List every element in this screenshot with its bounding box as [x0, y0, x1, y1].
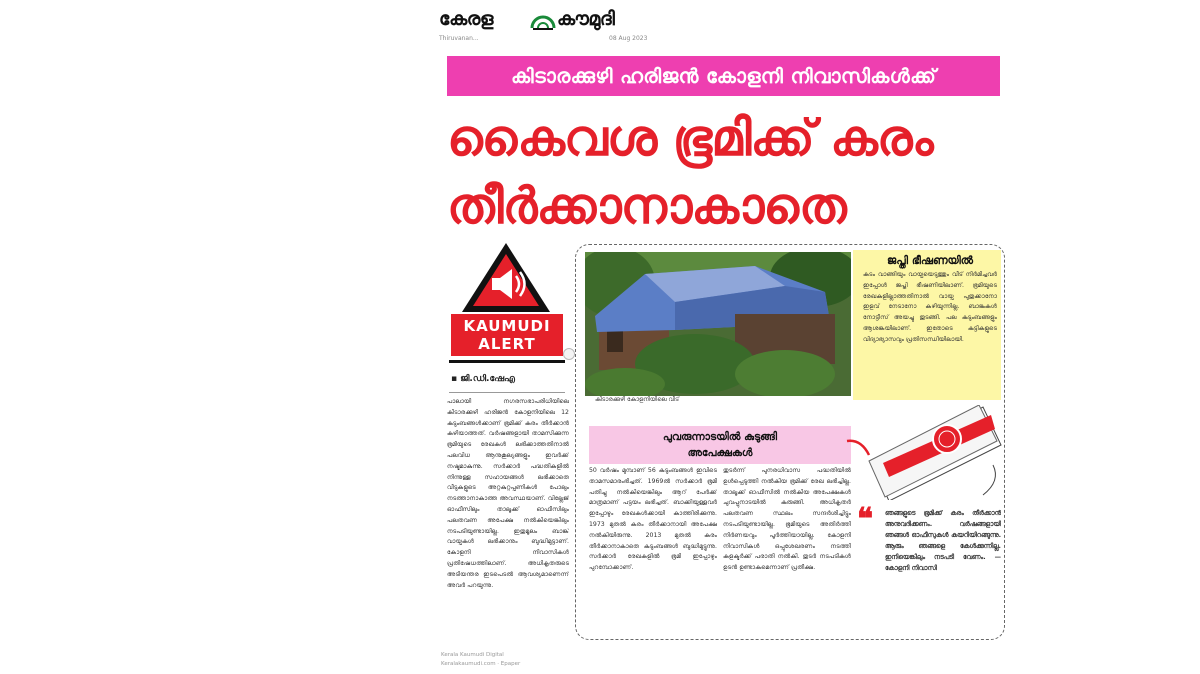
- masthead: [439, 4, 679, 46]
- pull-quote: ഞങ്ങളുടെ ഭൂമിക്ക് കരം തീർക്കാൻ അനുവദിക്കണം. വർഷങ്ങളായി ഞങ്ങൾ ഓഫീസുകൾ കയറിയിറങ്ങുന്നു. ആരും ഞങ്ങളെ കേൾക്കുന്നില്ല. ഇനിയെങ്കിലും നടപടി വേണം. — കോളനി നിവാസി: [885, 509, 1001, 572]
- red-tape-document-icon: [843, 405, 1003, 500]
- newspaper-clipping: [423, 0, 1013, 674]
- subheadline-line-2: അപേക്ഷകൾ: [687, 447, 753, 459]
- quote-mark-icon: ❝: [857, 502, 874, 537]
- colony-house-photo: [585, 252, 851, 396]
- sidebar-text: കടം വാങ്ങിയും വായ്പയെടുത്തും വീട് നിർമിച്ചവർ ഇപ്പോൾ ജപ്തി ഭീഷണിയിലാണ്. ഭൂമിയുടെ രേഖകളില്ലാത്തതിനാൽ വായ്പ പുതുക്കാനോ ഇളവ് നേടാനോ കഴിയുന്നില്ല. ബാങ്കുകൾ നോട്ടീസ് അയച്ചു തുടങ്ങി. പല കുടുംബങ്ങളും ആശങ്കയിലാണ്. ഇതോടെ കുട്ടികളുടെ വിദ്യാഭ്യാസവും പ്രതിസന്ധിയിലായി.: [863, 271, 997, 343]
- headline-line-2: തീർക്കാനാകാതെ: [447, 177, 846, 235]
- footer-line-2: Keralakaumudi.com · Epaper: [441, 661, 521, 667]
- sidebar-title: ജപ്തി ഭീഷണയിൽ: [886, 254, 973, 267]
- kaumudi-alert-label: [451, 314, 563, 356]
- masthead-date-note: 08 Aug 2023: [609, 35, 648, 42]
- headline-line-1: കൈവശ ഭൂമിക്ക് കരം: [447, 109, 933, 167]
- alert-label-line-2: ALERT: [478, 335, 536, 353]
- masthead-name-right: കൗമുദി: [557, 8, 615, 30]
- article-column-left: പാലായി നഗരസഭാപരിധിയിലെ കിടാരക്കുഴി ഹരിജൻ കോളനിയിലെ 12 കുടുംബങ്ങൾക്കാണ് ഭൂമിക്ക് കരം തീർക്കാൻ കഴിയാത്തത്. വർഷങ്ങളായി താമസിക്കുന്ന ഭൂമിയുടെ രേഖകൾ ലഭിക്കാത്തതിനാൽ പലവിധ ആനുകൂല്യങ്ങളും ഇവർക്ക് നഷ്ടമാകുന്നു. സർക്കാർ പദ്ധതികളിൽ നിന്നുള്ള സഹായങ്ങൾ ലഭിക്കാതെ വീടുകളുടെ അറ്റകുറ്റപ്പണികൾ പോലും നടത്താനാകാത്ത അവസ്ഥയാണ്. വില്ലേജ് ഓഫീസിലും താലൂക്ക് ഓഫീസിലും പലതവണ അപേക്ഷ നൽകിയെങ്കിലും നടപടിയുണ്ടായില്ല. ഇതുമൂലം ബാങ്ക് വായ്പകൾ ലഭിക്കാനും ബുദ്ധിമുട്ടാണ്. കോളനി നിവാസികൾ പ്രതിഷേധത്തിലാണ്. അധികൃതരുടെ അടിയന്തര ഇടപെടൽ ആവശ്യമാണെന്ന് അവർ പറയുന്നു.: [447, 398, 569, 589]
- alert-label-line-1: KAUMUDI: [463, 317, 551, 335]
- subheadline-line-1: പുവരുന്നാടയിൽ കുടുങ്ങി: [662, 431, 778, 443]
- photo-caption: കിടാരക്കുഴി കോളനിയിലെ വീട്: [595, 396, 680, 403]
- kicker-banner: കിടാരക്കുഴി ഹരിജൻ കോളനി നിവാസികൾക്ക്: [447, 56, 1000, 96]
- masthead-edition-note: Thiruvanan...: [439, 35, 479, 42]
- byline-divider: [449, 392, 565, 393]
- zoom-handle[interactable]: [563, 348, 575, 360]
- byline-text: ജി.ഡി.ഷേഎ: [460, 374, 515, 384]
- subheadline: [589, 426, 851, 464]
- alert-divider: [449, 360, 565, 363]
- byline: ▪ ജി.ഡി.ഷേഎ: [451, 374, 515, 384]
- masthead-name-left: കേരള: [439, 8, 493, 30]
- article-column-middle-b: തുടർന്ന് പുനരധിവാസ പദ്ധതിയിൽ ഉൾപ്പെടുത്തി നൽകിയ ഭൂമിക്ക് രേഖ ലഭിച്ചില്ല. താലൂക്ക് ഓഫീസിൽ നൽകിയ അപേക്ഷകൾ ചുവപ്പുനാടയിൽ കുരുങ്ങി. അധികൃതർ പലതവണ സ്ഥലം സന്ദർശിച്ചിട്ടും നടപടിയുണ്ടായില്ല. ഭൂമിയുടെ അതിർത്തി നിർണയവും പൂർത്തിയായില്ല. കോളനി നിവാസികൾ ഒപ്പുശേഖരണം നടത്തി കളക്ടർക്ക് പരാതി നൽകി. തുടർ നടപടികൾ ഉടൻ ഉണ്ടാകുമെന്നാണ് പ്രതീക്ഷ.: [723, 467, 851, 572]
- footer-line-1: Kerala Kaumudi Digital: [441, 652, 504, 658]
- masthead-logo-icon: [529, 6, 557, 32]
- speaker-warning-icon: [459, 240, 553, 316]
- article-column-middle-a: 50 വർഷം മുമ്പാണ് 56 കുടുംബങ്ങൾ ഇവിടെ താമസമാരംഭിച്ചത്. 1969ൽ സർക്കാർ ഭൂമി പതിച്ചു നൽകിയെങ്കിലും ആറ് പേർക്ക് മാത്രമാണ് പട്ടയം ലഭിച്ചത്. ബാക്കിയുള്ളവർ ഇപ്പോഴും രേഖകൾക്കായി കാത്തിരിക്കുന്നു. 1973 മുതൽ കരം തീർക്കാനായി അപേക്ഷ നൽകിയിരുന്നു. 2013 മുതൽ കരം തീർക്കാനാകാതെ കുടുംബങ്ങൾ ബുദ്ധിമുട്ടുന്നു. സർക്കാർ രേഖകളിൽ ഭൂമി ഇപ്പോഴും പുറമ്പോക്കാണ്.: [589, 467, 717, 572]
